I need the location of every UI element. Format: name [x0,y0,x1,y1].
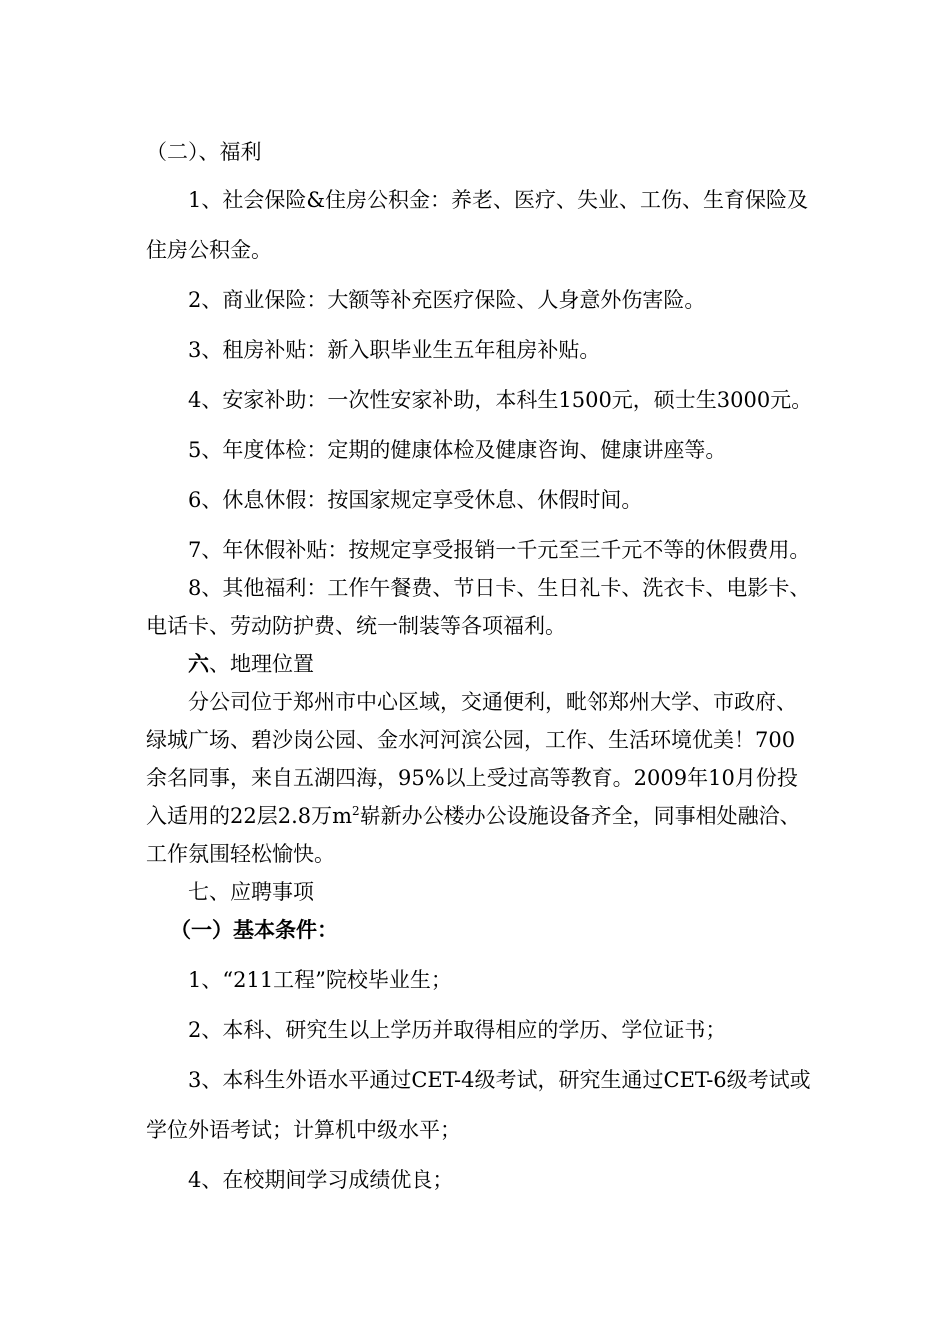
area-unit: m [332,804,353,828]
welfare-item-3: 3、租房补贴：新入职毕业生五年租房补贴。 [188,338,601,362]
welfare-item-1-line-2: 住房公积金。 [146,238,272,262]
location-line-4-text: 入适用的22层2.8万 [146,804,333,828]
location-heading-text: 、地理位置 [209,652,314,676]
recruit-item-4: 4、在校期间学习成绩优良； [188,1168,454,1192]
area-unit-superscript: 2 [352,804,360,818]
welfare-item-2: 2、商业保险：大额等补充医疗保险、人身意外伤害险。 [188,288,706,312]
welfare-item-5: 5、年度体检：定期的健康体检及健康咨询、健康讲座等。 [188,438,727,462]
location-heading-number: 六 [188,651,209,676]
recruit-item-1: 1、“211工程”院校毕业生； [188,968,452,992]
location-line-5: 工作氛围轻松愉快。 [146,842,335,866]
welfare-item-8-line-1: 8、其他福利：工作午餐费、节日卡、生日礼卡、洗衣卡、电影卡、 [188,576,811,600]
recruit-item-3-line-1: 3、本科生外语水平通过CET-4级考试，研究生通过CET-6级考试或 [188,1068,811,1092]
location-heading [188,651,314,677]
location-line-1: 分公司位于郑州市中心区域，交通便利，毗邻郑州大学、市政府、 [188,690,797,714]
recruit-item-2: 2、本科、研究生以上学历并取得相应的学历、学位证书； [188,1018,727,1042]
welfare-item-4: 4、安家补助：一次性安家补助，本科生1500元，硕士生3000元。 [188,388,813,412]
recruit-sub-heading: （一）基本条件： [170,917,338,942]
welfare-item-1-line-1: 1、社会保险&住房公积金：养老、医疗、失业、工伤、生育保险及 [188,188,809,212]
location-line-3: 余名同事，来自五湖四海，95%以上受过高等教育。2009年10月份投 [146,766,798,790]
welfare-item-6: 6、休息休假：按国家规定享受休息、休假时间。 [188,488,643,512]
recruit-item-3-line-2: 学位外语考试；计算机中级水平； [146,1118,461,1142]
location-line-4 [146,803,801,829]
welfare-heading: （二）、福利 [146,140,262,164]
location-line-2: 绿城广场、碧沙岗公园、金水河河滨公园，工作、生活环境优美！700 [146,728,796,752]
welfare-item-8-line-2: 电话卡、劳动防护费、统一制装等各项福利。 [146,614,566,638]
welfare-item-7: 7、年休假补贴：按规定享受报销一千元至三千元不等的休假费用。 [188,538,811,562]
recruit-heading: 七、应聘事项 [188,880,314,904]
location-line-4-rest: 崭新办公楼办公设施设备齐全，同事相处融洽、 [359,804,801,828]
